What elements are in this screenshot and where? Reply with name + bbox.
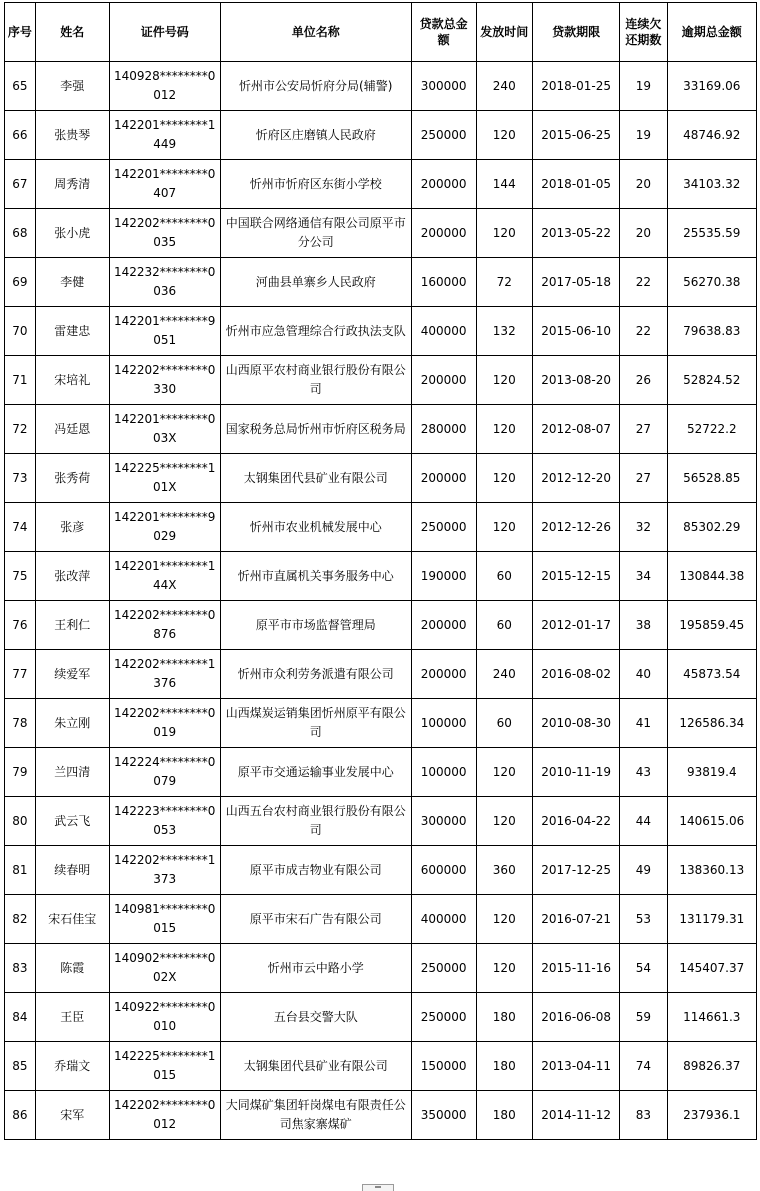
cell-arrears-periods: 43 (620, 748, 667, 797)
cell-name: 乔瑞文 (35, 1042, 109, 1091)
cell-term: 144 (476, 160, 533, 209)
cell-employer: 原平市成吉物业有限公司 (220, 846, 411, 895)
cell-seq: 79 (5, 748, 36, 797)
cell-overdue-amount: 140615.06 (667, 797, 756, 846)
table-row (5, 699, 757, 748)
cell-loan-amount: 200000 (411, 601, 476, 650)
cell-term: 180 (476, 1091, 533, 1140)
cell-id-number: 142201********003X (109, 405, 220, 454)
cell-seq: 86 (5, 1091, 36, 1140)
cell-loan-amount: 100000 (411, 748, 476, 797)
cell-loan-amount: 250000 (411, 993, 476, 1042)
table-row (5, 1091, 757, 1140)
cell-id-number: 142224********0079 (109, 748, 220, 797)
cell-term: 120 (476, 944, 533, 993)
cell-loan-amount: 400000 (411, 895, 476, 944)
cell-employer: 原平市交通运输事业发展中心 (220, 748, 411, 797)
cell-loan-amount: 400000 (411, 307, 476, 356)
cell-employer: 忻州市忻府区东街小学校 (220, 160, 411, 209)
cell-name: 兰四清 (35, 748, 109, 797)
cell-name: 周秀清 (35, 160, 109, 209)
cell-loan-amount: 100000 (411, 699, 476, 748)
cell-name: 宋军 (35, 1091, 109, 1140)
cell-overdue-amount: 130844.38 (667, 552, 756, 601)
cell-name: 王臣 (35, 993, 109, 1042)
cell-seq: 73 (5, 454, 36, 503)
cell-overdue-amount: 25535.59 (667, 209, 756, 258)
cell-employer: 忻州市农业机械发展中心 (220, 503, 411, 552)
table-row (5, 209, 757, 258)
cell-loan-amount: 190000 (411, 552, 476, 601)
cell-arrears-periods: 19 (620, 111, 667, 160)
cell-employer: 太钢集团代县矿业有限公司 (220, 1042, 411, 1091)
table-row (5, 846, 757, 895)
cell-seq: 75 (5, 552, 36, 601)
cell-employer: 原平市市场监督管理局 (220, 601, 411, 650)
cell-employer: 忻州市公安局忻府分局(辅警) (220, 62, 411, 111)
cell-loan-date: 2014-11-12 (533, 1091, 620, 1140)
cell-overdue-amount: 52824.52 (667, 356, 756, 405)
cell-name: 续爱军 (35, 650, 109, 699)
cell-arrears-periods: 22 (620, 307, 667, 356)
cell-overdue-amount: 195859.45 (667, 601, 756, 650)
cell-loan-date: 2018-01-05 (533, 160, 620, 209)
cell-loan-amount: 250000 (411, 111, 476, 160)
table-row (5, 405, 757, 454)
cell-loan-amount: 250000 (411, 503, 476, 552)
cell-arrears-periods: 27 (620, 405, 667, 454)
cell-seq: 68 (5, 209, 36, 258)
cell-seq: 72 (5, 405, 36, 454)
cell-term: 120 (476, 405, 533, 454)
table-row (5, 356, 757, 405)
cell-term: 60 (476, 601, 533, 650)
cell-loan-amount: 200000 (411, 209, 476, 258)
cell-id-number: 140981********0015 (109, 895, 220, 944)
cell-name: 张贵琴 (35, 111, 109, 160)
cell-id-number: 142202********0330 (109, 356, 220, 405)
cell-loan-date: 2015-11-16 (533, 944, 620, 993)
cell-term: 120 (476, 503, 533, 552)
cell-arrears-periods: 44 (620, 797, 667, 846)
cell-name: 李强 (35, 62, 109, 111)
cell-name: 武云飞 (35, 797, 109, 846)
cell-name: 冯廷恩 (35, 405, 109, 454)
cell-id-number: 142201********1449 (109, 111, 220, 160)
cell-employer: 原平市宋石广告有限公司 (220, 895, 411, 944)
cell-seq: 81 (5, 846, 36, 895)
cell-term: 120 (476, 748, 533, 797)
cell-loan-date: 2010-08-30 (533, 699, 620, 748)
cell-seq: 69 (5, 258, 36, 307)
cell-loan-amount: 160000 (411, 258, 476, 307)
cell-employer: 忻州市云中路小学 (220, 944, 411, 993)
cell-loan-date: 2018-01-25 (533, 62, 620, 111)
cell-loan-date: 2016-07-21 (533, 895, 620, 944)
cell-loan-date: 2016-04-22 (533, 797, 620, 846)
cell-employer: 大同煤矿集团轩岗煤电有限责任公司焦家寨煤矿 (220, 1091, 411, 1140)
cell-arrears-periods: 74 (620, 1042, 667, 1091)
cell-loan-amount: 200000 (411, 160, 476, 209)
cell-id-number: 142201********9029 (109, 503, 220, 552)
table-row (5, 601, 757, 650)
cell-loan-date: 2012-01-17 (533, 601, 620, 650)
cell-id-number: 142202********0035 (109, 209, 220, 258)
cell-seq: 67 (5, 160, 36, 209)
cell-term: 120 (476, 209, 533, 258)
cell-overdue-amount: 138360.13 (667, 846, 756, 895)
cell-loan-date: 2012-08-07 (533, 405, 620, 454)
cell-term: 360 (476, 846, 533, 895)
cell-loan-date: 2012-12-26 (533, 503, 620, 552)
cell-arrears-periods: 19 (620, 62, 667, 111)
cell-overdue-amount: 56528.85 (667, 454, 756, 503)
cell-id-number: 142202********0876 (109, 601, 220, 650)
cell-arrears-periods: 59 (620, 993, 667, 1042)
cell-overdue-amount: 56270.38 (667, 258, 756, 307)
cell-term: 120 (476, 895, 533, 944)
cell-seq: 71 (5, 356, 36, 405)
cell-name: 雷建忠 (35, 307, 109, 356)
cell-employer: 国家税务总局忻州市忻府区税务局 (220, 405, 411, 454)
cell-name: 张改萍 (35, 552, 109, 601)
cell-term: 120 (476, 111, 533, 160)
cell-seq: 84 (5, 993, 36, 1042)
header-id-number: 证件号码 (109, 3, 220, 62)
cell-overdue-amount: 114661.3 (667, 993, 756, 1042)
cell-arrears-periods: 83 (620, 1091, 667, 1140)
cell-term: 120 (476, 797, 533, 846)
header-overdue-amount: 逾期总金额 (667, 3, 756, 62)
cell-overdue-amount: 237936.1 (667, 1091, 756, 1140)
table-row (5, 258, 757, 307)
cell-loan-date: 2013-04-11 (533, 1042, 620, 1091)
cell-id-number: 142202********1373 (109, 846, 220, 895)
cell-arrears-periods: 38 (620, 601, 667, 650)
cell-id-number: 142223********0053 (109, 797, 220, 846)
cell-arrears-periods: 26 (620, 356, 667, 405)
cell-loan-date: 2016-06-08 (533, 993, 620, 1042)
header-employer: 单位名称 (220, 3, 411, 62)
cell-seq: 85 (5, 1042, 36, 1091)
cell-loan-date: 2017-12-25 (533, 846, 620, 895)
cell-arrears-periods: 54 (620, 944, 667, 993)
cell-arrears-periods: 32 (620, 503, 667, 552)
cell-loan-amount: 200000 (411, 650, 476, 699)
cell-overdue-amount: 33169.06 (667, 62, 756, 111)
grip-icon (375, 1186, 381, 1188)
cell-term: 72 (476, 258, 533, 307)
table-row (5, 993, 757, 1042)
header-name: 姓名 (35, 3, 109, 62)
cell-arrears-periods: 20 (620, 209, 667, 258)
cell-seq: 83 (5, 944, 36, 993)
cell-arrears-periods: 53 (620, 895, 667, 944)
cell-term: 120 (476, 454, 533, 503)
table-header-row (5, 3, 757, 62)
cell-seq: 78 (5, 699, 36, 748)
cell-loan-amount: 300000 (411, 797, 476, 846)
scroll-handle[interactable] (362, 1184, 394, 1191)
cell-loan-date: 2013-08-20 (533, 356, 620, 405)
cell-employer: 太钢集团代县矿业有限公司 (220, 454, 411, 503)
cell-id-number: 142201********0407 (109, 160, 220, 209)
cell-employer: 河曲县单寨乡人民政府 (220, 258, 411, 307)
cell-loan-amount: 200000 (411, 454, 476, 503)
cell-id-number: 142201********144X (109, 552, 220, 601)
cell-seq: 70 (5, 307, 36, 356)
cell-name: 宋石佳宝 (35, 895, 109, 944)
cell-seq: 74 (5, 503, 36, 552)
cell-name: 张彦 (35, 503, 109, 552)
cell-loan-date: 2016-08-02 (533, 650, 620, 699)
cell-employer: 忻府区庄磨镇人民政府 (220, 111, 411, 160)
header-arrears-periods: 连续欠还期数 (620, 3, 667, 62)
cell-name: 王利仁 (35, 601, 109, 650)
cell-id-number: 142202********1376 (109, 650, 220, 699)
cell-employer: 忻州市应急管理综合行政执法支队 (220, 307, 411, 356)
cell-overdue-amount: 89826.37 (667, 1042, 756, 1091)
cell-seq: 65 (5, 62, 36, 111)
table-row (5, 1042, 757, 1091)
table-row (5, 307, 757, 356)
cell-employer: 山西五台农村商业银行股份有限公司 (220, 797, 411, 846)
table-body (5, 62, 757, 1140)
cell-id-number: 140902********002X (109, 944, 220, 993)
cell-overdue-amount: 79638.83 (667, 307, 756, 356)
cell-id-number: 140922********0010 (109, 993, 220, 1042)
table-row (5, 944, 757, 993)
cell-loan-amount: 350000 (411, 1091, 476, 1140)
cell-loan-date: 2015-06-25 (533, 111, 620, 160)
cell-seq: 76 (5, 601, 36, 650)
cell-id-number: 142202********0019 (109, 699, 220, 748)
header-loan-date: 贷款期限 (533, 3, 620, 62)
table-row (5, 895, 757, 944)
cell-employer: 五台县交警大队 (220, 993, 411, 1042)
cell-loan-date: 2012-12-20 (533, 454, 620, 503)
cell-term: 180 (476, 993, 533, 1042)
cell-overdue-amount: 85302.29 (667, 503, 756, 552)
cell-term: 60 (476, 699, 533, 748)
cell-id-number: 142225********1015 (109, 1042, 220, 1091)
cell-overdue-amount: 131179.31 (667, 895, 756, 944)
cell-seq: 80 (5, 797, 36, 846)
cell-overdue-amount: 45873.54 (667, 650, 756, 699)
cell-overdue-amount: 48746.92 (667, 111, 756, 160)
cell-name: 宋培礼 (35, 356, 109, 405)
cell-name: 续春明 (35, 846, 109, 895)
cell-loan-date: 2015-06-10 (533, 307, 620, 356)
cell-seq: 77 (5, 650, 36, 699)
cell-loan-amount: 600000 (411, 846, 476, 895)
table-row (5, 62, 757, 111)
cell-id-number: 142225********101X (109, 454, 220, 503)
loan-overdue-table (4, 2, 757, 1140)
cell-term: 180 (476, 1042, 533, 1091)
cell-overdue-amount: 145407.37 (667, 944, 756, 993)
header-loan-amount: 贷款总金额 (411, 3, 476, 62)
cell-name: 李健 (35, 258, 109, 307)
cell-arrears-periods: 22 (620, 258, 667, 307)
table-row (5, 160, 757, 209)
cell-seq: 82 (5, 895, 36, 944)
cell-term: 240 (476, 650, 533, 699)
table-row (5, 111, 757, 160)
cell-name: 张秀荷 (35, 454, 109, 503)
cell-id-number: 142201********9051 (109, 307, 220, 356)
table-row (5, 454, 757, 503)
cell-loan-amount: 300000 (411, 62, 476, 111)
header-term: 发放时间 (476, 3, 533, 62)
cell-loan-amount: 250000 (411, 944, 476, 993)
cell-employer: 忻州市直属机关事务服务中心 (220, 552, 411, 601)
table-row (5, 552, 757, 601)
table-row (5, 503, 757, 552)
cell-overdue-amount: 126586.34 (667, 699, 756, 748)
cell-arrears-periods: 20 (620, 160, 667, 209)
cell-term: 240 (476, 62, 533, 111)
cell-loan-date: 2010-11-19 (533, 748, 620, 797)
cell-overdue-amount: 93819.4 (667, 748, 756, 797)
cell-id-number: 142232********0036 (109, 258, 220, 307)
cell-name: 陈霞 (35, 944, 109, 993)
cell-arrears-periods: 34 (620, 552, 667, 601)
cell-overdue-amount: 52722.2 (667, 405, 756, 454)
cell-arrears-periods: 27 (620, 454, 667, 503)
cell-loan-date: 2017-05-18 (533, 258, 620, 307)
cell-employer: 忻州市众利劳务派遣有限公司 (220, 650, 411, 699)
cell-term: 132 (476, 307, 533, 356)
cell-loan-amount: 150000 (411, 1042, 476, 1091)
cell-arrears-periods: 49 (620, 846, 667, 895)
cell-employer: 山西原平农村商业银行股份有限公司 (220, 356, 411, 405)
cell-seq: 66 (5, 111, 36, 160)
cell-overdue-amount: 34103.32 (667, 160, 756, 209)
cell-loan-date: 2013-05-22 (533, 209, 620, 258)
cell-loan-date: 2015-12-15 (533, 552, 620, 601)
cell-employer: 山西煤炭运销集团忻州原平有限公司 (220, 699, 411, 748)
cell-loan-amount: 280000 (411, 405, 476, 454)
cell-id-number: 140928********0012 (109, 62, 220, 111)
table-row (5, 797, 757, 846)
cell-loan-amount: 200000 (411, 356, 476, 405)
cell-arrears-periods: 41 (620, 699, 667, 748)
cell-name: 张小虎 (35, 209, 109, 258)
cell-term: 120 (476, 356, 533, 405)
cell-employer: 中国联合网络通信有限公司原平市分公司 (220, 209, 411, 258)
header-seq: 序号 (5, 3, 36, 62)
table-row (5, 748, 757, 797)
table-row (5, 650, 757, 699)
cell-term: 60 (476, 552, 533, 601)
cell-arrears-periods: 40 (620, 650, 667, 699)
cell-id-number: 142202********0012 (109, 1091, 220, 1140)
cell-name: 朱立刚 (35, 699, 109, 748)
